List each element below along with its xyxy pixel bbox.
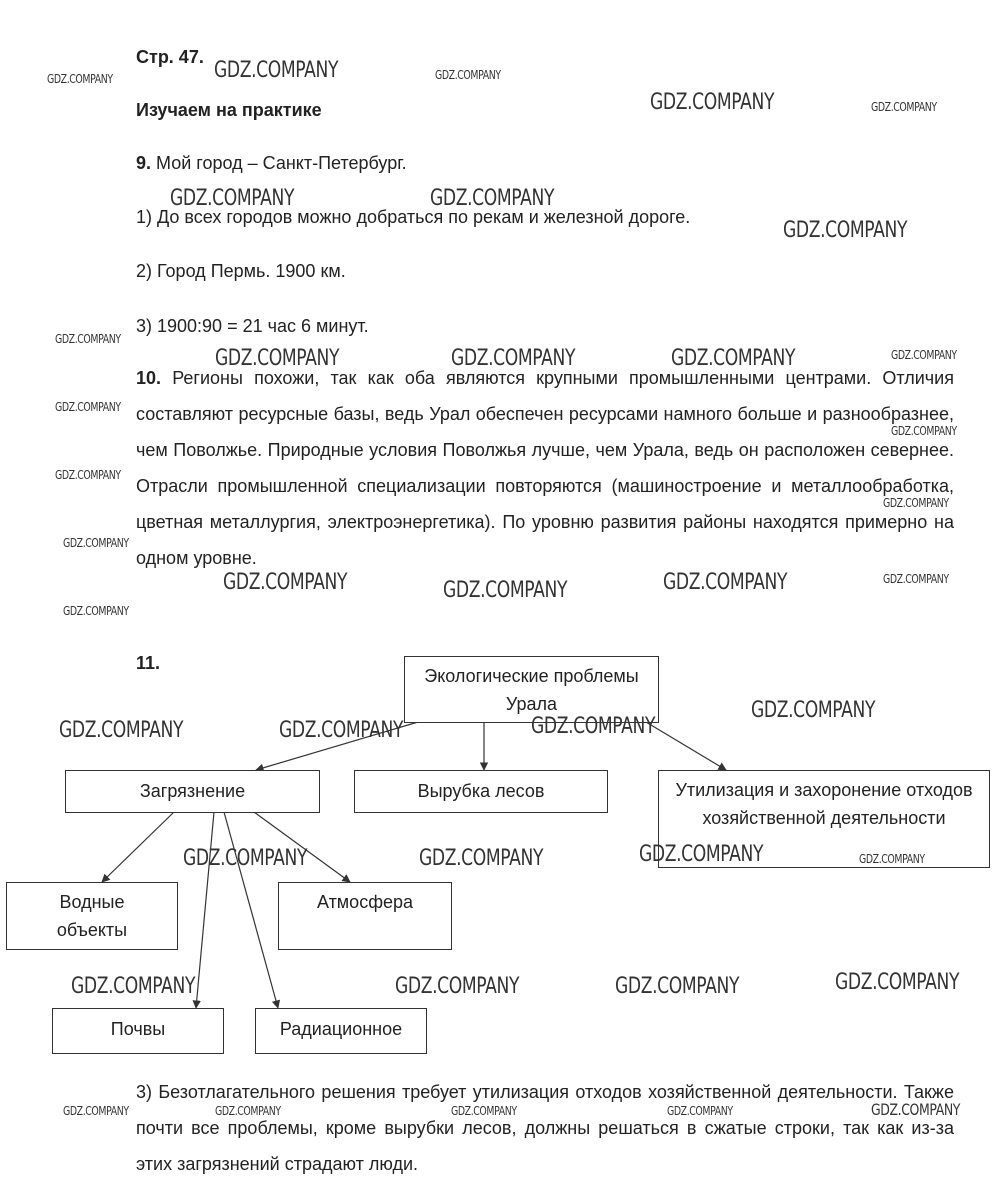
watermark: GDZ.COMPANY [435,68,501,82]
task9-title: Мой город – Санкт-Петербург. [156,153,407,173]
watermark: GDZ.COMPANY [615,974,740,999]
node-soil: Почвы [52,1008,224,1054]
watermark: GDZ.COMPANY [871,1100,961,1119]
watermark: GDZ.COMPANY [170,186,295,211]
page-header: Стр. 47. [136,47,204,67]
section-title: Изучаем на практике [136,100,322,120]
watermark: GDZ.COMPANY [183,846,308,871]
watermark: GDZ.COMPANY [891,424,957,438]
arrow-pollution-to-water [102,812,174,882]
watermark: GDZ.COMPANY [883,572,949,586]
node-atmosphere: Атмосфера [278,882,452,950]
watermark: GDZ.COMPANY [671,346,796,371]
node-radiation: Радиационное [255,1008,427,1054]
arrow-pollution-to-soil [196,812,214,1008]
watermark: GDZ.COMPANY [883,496,949,510]
task9-line-1: 1) До всех городов можно добраться по рекам и железной дороге. [136,207,691,227]
arrow-pollution-to-radiation [224,812,278,1008]
watermark: GDZ.COMPANY [47,72,113,86]
watermark: GDZ.COMPANY [639,842,764,867]
task11-conclusion: 3) Безотлагательного решения требует утилизация отходов хозяйственной деятельности. Также почти все проблемы, кроме вырубки лесов, должны решаться в сжатые строки, так как из-за этих загрязнений страдают люди. [136,1082,954,1174]
watermark: GDZ.COMPANY [835,970,960,995]
watermark: GDZ.COMPANY [891,348,957,362]
node-root: Экологические проблемы Урала [404,656,659,723]
watermark: GDZ.COMPANY [395,974,520,999]
watermark: GDZ.COMPANY [215,346,340,371]
watermark: GDZ.COMPANY [443,578,568,603]
task10-number: 10. [136,368,162,388]
watermark: GDZ.COMPANY [55,400,121,414]
watermark: GDZ.COMPANY [663,570,788,595]
watermark: GDZ.COMPANY [59,718,184,743]
watermark: GDZ.COMPANY [55,468,121,482]
watermark: GDZ.COMPANY [63,536,129,550]
task10-text: Регионы похожи, так как оба являются крупными промышленными центрами. Отличия составляют ресурсные базы, ведь Урал обеспечен ресурсами намного больше и разнообразнее, чем Поволжье. Природные условия Поволжья лучше, чем Урала, ведь он расположен севернее. Отрасли промышленной специализации повторяются (машиностроение и металлообработка, цветная металлургия, электроэнергетика). По уровню развития районы находятся примерно на одном уровне. [136,368,954,568]
watermark: GDZ.COMPANY [214,58,339,83]
watermark: GDZ.COMPANY [71,974,196,999]
watermark: GDZ.COMPANY [223,570,348,595]
watermark: GDZ.COMPANY [430,186,555,211]
watermark: GDZ.COMPANY [751,698,876,723]
watermark: GDZ.COMPANY [419,846,544,871]
watermark: GDZ.COMPANY [451,346,576,371]
node-water: Водные объекты [6,882,178,950]
task9-line-3: 3) 1900:90 = 21 час 6 минут. [136,316,369,336]
watermark: GDZ.COMPANY [783,218,908,243]
watermark: GDZ.COMPANY [63,1104,129,1118]
watermark: GDZ.COMPANY [531,714,656,739]
node-waste: Утилизация и захоронение отходов хозяйственной деятельности [658,770,990,868]
task11-number: 11. [136,653,161,673]
watermark: GDZ.COMPANY [63,604,129,618]
watermark: GDZ.COMPANY [451,1104,517,1118]
watermark: GDZ.COMPANY [667,1104,733,1118]
watermark: GDZ.COMPANY [859,852,925,866]
task9-line-2: 2) Город Пермь. 1900 км. [136,261,346,281]
watermark: GDZ.COMPANY [279,718,404,743]
watermark: GDZ.COMPANY [871,100,937,114]
node-pollution: Загрязнение [65,770,320,813]
watermark: GDZ.COMPANY [215,1104,281,1118]
watermark: GDZ.COMPANY [650,90,775,115]
watermark: GDZ.COMPANY [55,332,121,346]
arrow-root-to-waste [646,722,726,770]
node-deforestation: Вырубка лесов [354,770,608,813]
task9-number: 9. [136,153,152,173]
